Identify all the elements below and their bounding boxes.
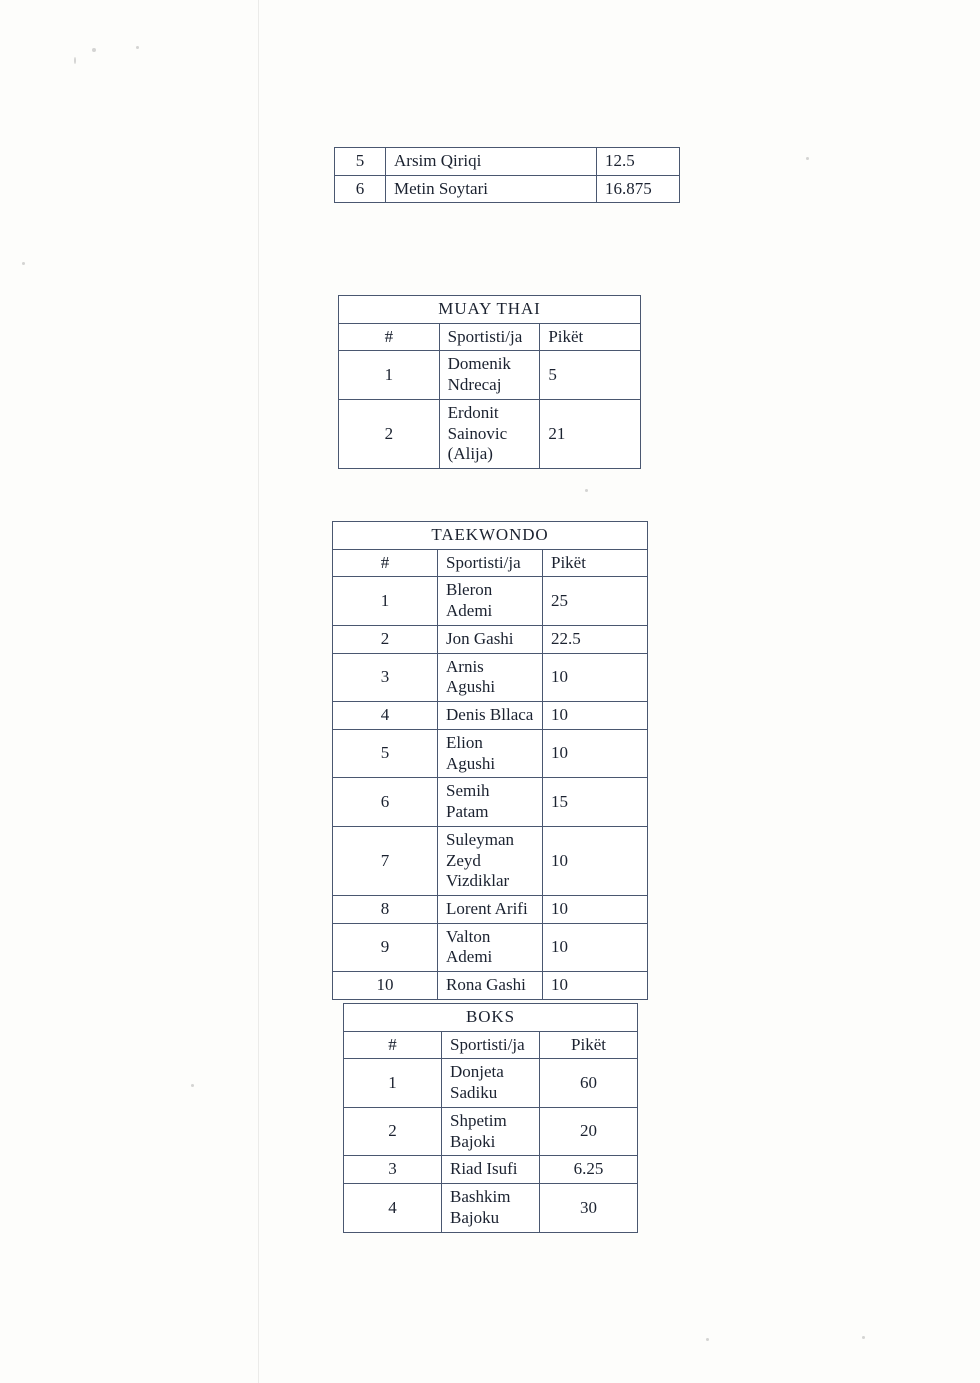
results-table-boks <box>343 1003 638 1233</box>
athlete-name: Jon Gashi <box>438 625 543 653</box>
points-value: 16.875 <box>597 175 680 203</box>
athlete-name: Arnis Agushi <box>438 653 543 701</box>
table-row <box>335 175 680 203</box>
row-number: 1 <box>344 1059 442 1107</box>
table-header-row <box>344 1031 638 1059</box>
points-value: 10 <box>543 923 648 971</box>
points-value: 10 <box>543 826 648 895</box>
points-value: 30 <box>540 1184 638 1232</box>
points-value: 10 <box>543 653 648 701</box>
points-value: 10 <box>543 702 648 730</box>
table-row <box>333 625 648 653</box>
points-value: 10 <box>543 896 648 924</box>
athlete-name: Riad Isufi <box>442 1156 540 1184</box>
column-header-points: Pikët <box>540 1031 638 1059</box>
column-header-athlete: Sportisti/ja <box>442 1031 540 1059</box>
table-title: MUAY THAI <box>339 296 641 324</box>
results-table-continuation <box>334 147 680 203</box>
table-row <box>339 351 641 399</box>
table-row <box>335 148 680 176</box>
row-number: 8 <box>333 896 438 924</box>
row-number: 2 <box>344 1107 442 1155</box>
table-row <box>333 729 648 777</box>
table-row <box>339 399 641 468</box>
points-value: 20 <box>540 1107 638 1155</box>
athlete-name: Semih Patam <box>438 778 543 826</box>
athlete-name: Erdonit Sainovic (Alija) <box>439 399 540 468</box>
row-number: 5 <box>333 729 438 777</box>
athlete-name: Bashkim Bajoku <box>442 1184 540 1232</box>
points-value: 6.25 <box>540 1156 638 1184</box>
points-value: 10 <box>543 972 648 1000</box>
table-row <box>333 778 648 826</box>
athlete-name: Denis Bllaca <box>438 702 543 730</box>
table-row <box>333 972 648 1000</box>
table-title-row <box>333 522 648 550</box>
points-value: 5 <box>540 351 641 399</box>
points-value: 60 <box>540 1059 638 1107</box>
results-table-muay-thai <box>338 295 641 469</box>
athlete-name: Arsim Qiriqi <box>386 148 597 176</box>
athlete-name: Valton Ademi <box>438 923 543 971</box>
athlete-name: Suleyman Zeyd Vizdiklar <box>438 826 543 895</box>
table-row <box>333 896 648 924</box>
athlete-name: Lorent Arifi <box>438 896 543 924</box>
row-number: 2 <box>333 625 438 653</box>
table-row <box>333 653 648 701</box>
column-header-points: Pikët <box>543 549 648 577</box>
row-number: 9 <box>333 923 438 971</box>
points-value: 15 <box>543 778 648 826</box>
table-title: TAEKWONDO <box>333 522 648 550</box>
table-title: BOKS <box>344 1004 638 1032</box>
row-number: 7 <box>333 826 438 895</box>
athlete-name: Metin Soytari <box>386 175 597 203</box>
row-number: 4 <box>333 702 438 730</box>
row-number: 6 <box>333 778 438 826</box>
athlete-name: Elion Agushi <box>438 729 543 777</box>
column-header-points: Pikët <box>540 323 641 351</box>
row-number: 1 <box>333 577 438 625</box>
row-number: 3 <box>333 653 438 701</box>
row-number: 5 <box>335 148 386 176</box>
athlete-name: Rona Gashi <box>438 972 543 1000</box>
table-header-row <box>333 549 648 577</box>
athlete-name: Shpetim Bajoki <box>442 1107 540 1155</box>
points-value: 22.5 <box>543 625 648 653</box>
column-header-number: # <box>333 549 438 577</box>
athlete-name: Donjeta Sadiku <box>442 1059 540 1107</box>
table-title-row <box>339 296 641 324</box>
row-number: 3 <box>344 1156 442 1184</box>
row-number: 2 <box>339 399 440 468</box>
column-header-number: # <box>339 323 440 351</box>
athlete-name: Domenik Ndrecaj <box>439 351 540 399</box>
table-title-row <box>344 1004 638 1032</box>
table-row <box>333 702 648 730</box>
table-row <box>344 1156 638 1184</box>
points-value: 25 <box>543 577 648 625</box>
column-header-number: # <box>344 1031 442 1059</box>
column-header-athlete: Sportisti/ja <box>438 549 543 577</box>
row-number: 10 <box>333 972 438 1000</box>
table-row <box>344 1059 638 1107</box>
table-row <box>333 826 648 895</box>
table-header-row <box>339 323 641 351</box>
table-row <box>333 577 648 625</box>
row-number: 1 <box>339 351 440 399</box>
points-value: 21 <box>540 399 641 468</box>
athlete-name: Bleron Ademi <box>438 577 543 625</box>
points-value: 10 <box>543 729 648 777</box>
row-number: 6 <box>335 175 386 203</box>
table-row <box>344 1184 638 1232</box>
column-header-athlete: Sportisti/ja <box>439 323 540 351</box>
row-number: 4 <box>344 1184 442 1232</box>
table-row <box>344 1107 638 1155</box>
points-value: 12.5 <box>597 148 680 176</box>
table-row <box>333 923 648 971</box>
results-table-taekwondo <box>332 521 648 1000</box>
